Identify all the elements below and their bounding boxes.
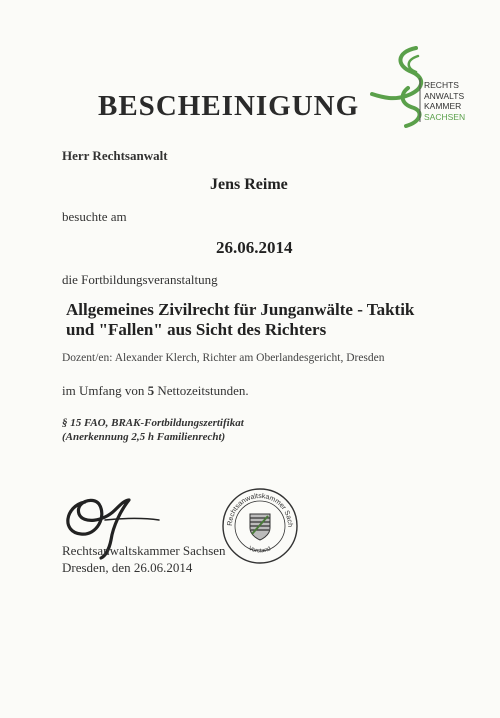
course-title-line2: und "Fallen" aus Sicht des Richters [66, 320, 327, 339]
issuer: Rechtsanwaltskammer Sachsen [62, 543, 226, 558]
svg-text:Rechtsanwaltskammer Sachsen: Rechtsanwaltskammer Sach [226, 492, 294, 528]
certificate-title: BESCHEINIGUNG [98, 90, 360, 122]
official-stamp [220, 486, 300, 566]
attendee-name: Jens Reime [210, 176, 288, 193]
event-date: 26.06.2014 [216, 238, 293, 257]
attended-label: besuchte am [62, 209, 127, 224]
svg-text:Vorstand: Vorstand [247, 545, 272, 555]
certificate-note: § 15 FAO, BRAK-Fortbildungszertifikat (Anerkennung 2,5 h Familienrecht) [62, 417, 244, 443]
course-title [66, 300, 486, 340]
lecturer: Dozent/en: Alexander Klerch, Richter am Oberlandesgericht, Dresden [62, 352, 385, 364]
chamber-logo-text: RECHTS ANWALTS KAMMER SACHSEN [424, 80, 466, 122]
event-intro: die Fortbildungsveranstaltung [62, 272, 218, 287]
scope: im Umfang von 5 Nettozeitstunden. [62, 383, 249, 398]
salutation: Herr Rechtsanwalt [62, 148, 168, 163]
place-date: Dresden, den 26.06.2014 [62, 560, 193, 575]
scope-hours: 5 [147, 383, 155, 398]
course-title-line1: Allgemeines Zivilrecht für Junganwälte - Taktik [66, 300, 415, 319]
